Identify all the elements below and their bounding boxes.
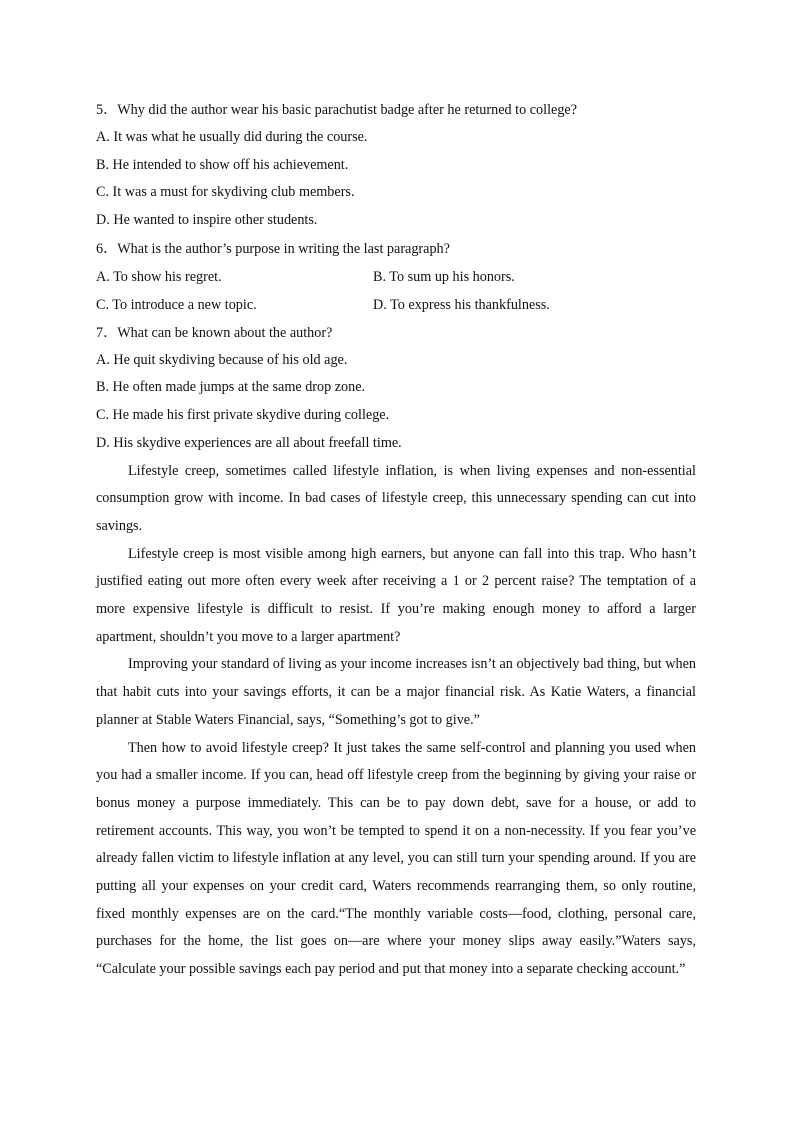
option-d: D. To express his thankfulness. — [373, 296, 550, 313]
option-b: B. He intended to show off his achievement. — [96, 156, 349, 173]
option-row — [96, 263, 696, 291]
option-a: A. It was what he usually did during the course. — [96, 129, 368, 145]
question-stem: 7．What can be known about the author? — [96, 324, 333, 341]
option-a: A. To show his regret. — [96, 268, 222, 285]
reading-passage — [96, 458, 696, 984]
passage-paragraph-1: Lifestyle creep, sometimes called lifestyle inflation, is when living expenses and non-essential consumption grow with income. In bad cases of lifestyle creep, this unnecessary spending can cut into savings. — [96, 462, 696, 534]
option-c: C. He made his first private skydive during college. — [96, 407, 390, 424]
option-c: C. To introduce a new topic. — [96, 296, 257, 313]
document-page — [96, 96, 696, 984]
passage-paragraph-4: Then how to avoid lifestyle creep? It just takes the same self-control and planning you used when you had a smaller income. If you can, head off lifestyle creep from the beginning by giving your raise or bonus money a purpose immediately. This can be to pay down debt, save for a house, or add to retirement accounts. This way, you won’t be tempted to spend it on a non-necessity. If you fear you’ve already fallen victim to lifestyle inflation at any level, you can still turn your spending around. If you are putting all your expenses on your credit card, Waters recommends rearranging them, so only routine, fixed monthly expenses are on the card.“The monthly variable costs—food, clothing, personal care, purchases for the home, the list goes on—are where your money slips away easily.”Waters says, “Calculate your possible savings each pay period and put that money into a separate checking account.” — [96, 739, 696, 978]
option-b: B. To sum up his honors. — [373, 268, 515, 285]
question-7 — [96, 319, 696, 458]
passage-paragraph-3: Improving your standard of living as your income increases isn’t an objectively bad thing, but when that habit cuts into your savings efforts, it can be a major financial risk. As Katie Waters, a financial planner at Stable Waters Financial, says, “Something’s got to give.” — [96, 656, 696, 728]
option-c: C. It was a must for skydiving club members. — [96, 184, 355, 201]
option-d: D. His skydive experiences are all about freefall time. — [96, 434, 402, 451]
option-b: B. He often made jumps at the same drop zone. — [96, 379, 366, 396]
question-stem: 5．Why did the author wear his basic parachutist badge after he returned to college? — [96, 102, 578, 118]
passage-paragraph-2: Lifestyle creep is most visible among high earners, but anyone can fall into this trap. Who hasn’t justified eating out more often every week after receiving a 1 or 2 percent raise? The temptation of a more expensive lifestyle is difficult to resist. If you’re making enough money to afford a larger apartment, shouldn’t you move to a larger apartment? — [96, 545, 696, 645]
option-row — [96, 291, 696, 319]
option-d: D. He wanted to inspire other students. — [96, 212, 318, 229]
question-5 — [96, 96, 696, 235]
question-6 — [96, 235, 696, 319]
option-a: A. He quit skydiving because of his old age. — [96, 351, 348, 368]
question-stem: 6．What is the author’s purpose in writing the last paragraph? — [96, 240, 450, 257]
